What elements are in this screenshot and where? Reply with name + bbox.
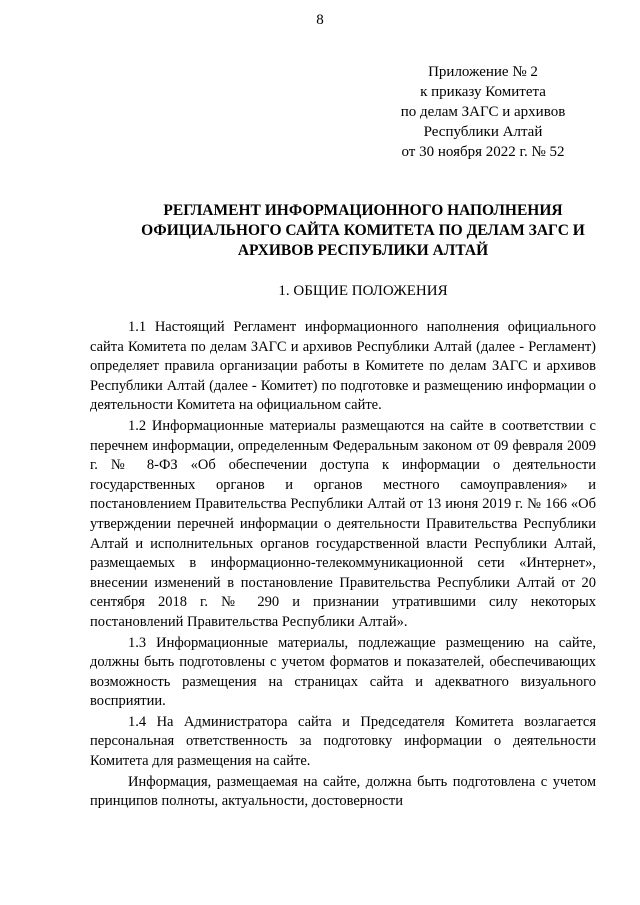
document-title <box>90 201 636 261</box>
paragraph-1-2: 1.2 Информационные материалы размещаются на сайте в соответствии с перечнем информации, определенным Федеральным законом от 09 февраля 2009 г. № 8-ФЗ «Об обеспечении доступа к информации о деятельности государственных органов и органов местного самоуправления» и постановлением Правительства Республики Алтай от 13 июня 2019 г. № 166 «Об утверждении перечней информации о деятельности Правительства Республики Алтай и исполнительных органов государственной власти Республики Алтай, размещаемых в информационно-телекоммуникационной сети «Интернет», внесении изменений в постановление Правительства Республики Алтай от 20 сентября 2018 г. № 290 и признании утратившими силу некоторых постановлений Правительства Республики Алтай». <box>90 417 596 630</box>
appendix-block <box>390 62 576 162</box>
section-heading: 1. ОБЩИЕ ПОЛОЖЕНИЯ <box>278 283 448 299</box>
paragraph-1-4: 1.4 На Администратора сайта и Председателя Комитета возлагается персональная ответственность за подготовку информации о деятельности Комитета для размещения на сайте. <box>90 713 596 770</box>
appendix-line: по делам ЗАГС и архивов <box>400 104 566 120</box>
title-line: РЕГЛАМЕНТ ИНФОРМАЦИОННОГО НАПОЛНЕНИЯ <box>163 202 563 219</box>
title-line: ОФИЦИАЛЬНОГО САЙТА КОМИТЕТА ПО ДЕЛАМ ЗАГС И <box>141 222 585 239</box>
title-line: АРХИВОВ РЕСПУБЛИКИ АЛТАЙ <box>237 242 489 259</box>
appendix-line: от 30 ноября 2022 г. № 52 <box>401 144 565 160</box>
paragraph-1-1: 1.1 Настоящий Регламент информационного наполнения официального сайта Комитета по делам ЗАГС и архивов Республики Алтай (далее - Регламент) определяет правила организации работы в Комитете по делам ЗАГС и архивов Республики Алтай (далее - Комитет) по подготовке и размещению информации о деятельности Комитета на официальном сайте. <box>90 319 596 414</box>
paragraph-information: Информация, размещаемая на сайте, должна быть подготовлена с учетом принципов полноты, актуальности, достоверности <box>90 773 596 810</box>
appendix-line: к приказу Комитета <box>420 84 546 100</box>
appendix-line: Приложение № 2 <box>428 64 538 80</box>
paragraph-1-3: 1.3 Информационные материалы, подлежащие размещению на сайте, должны быть подготовлены с учетом форматов и показателей, обеспечивающих возможность размещения на страницах сайта и адекватного визуального восприятии. <box>90 634 596 710</box>
appendix-line: Республики Алтай <box>423 124 543 140</box>
page-number: 8 <box>316 12 324 28</box>
document-body <box>90 318 596 812</box>
